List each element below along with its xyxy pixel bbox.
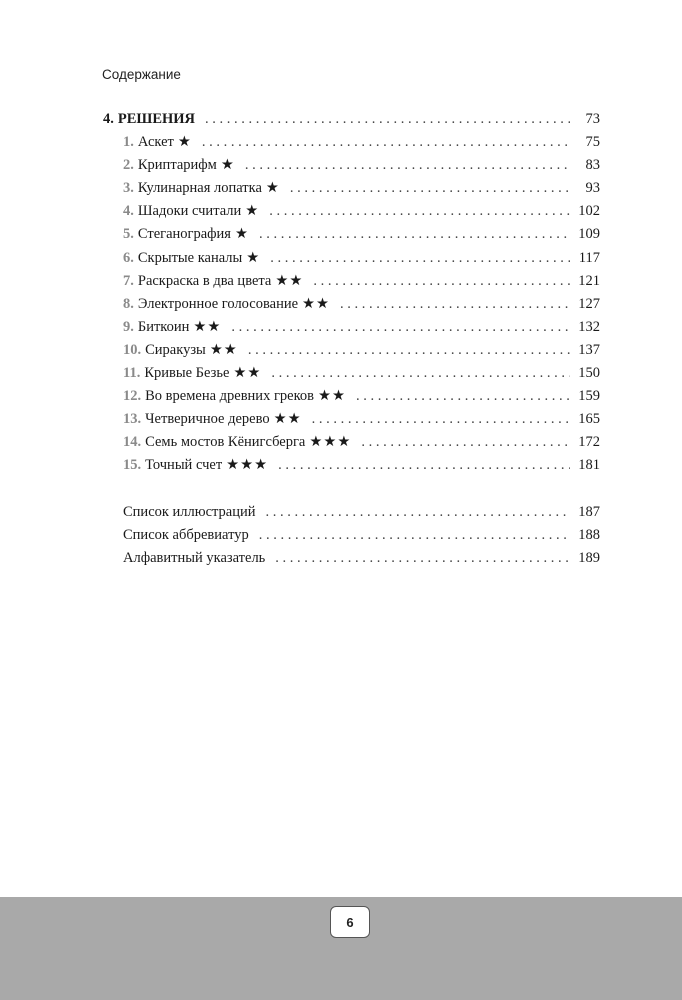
dot-leader	[205, 111, 570, 128]
extra-title: Алфавитный указатель	[123, 549, 266, 566]
difficulty-stars-icon: ★	[265, 180, 280, 197]
toc-extra-row[interactable]	[103, 527, 600, 550]
toc-entry-row[interactable]	[103, 388, 600, 411]
entry-page: 165	[578, 411, 600, 428]
dot-leader	[275, 550, 570, 567]
dot-leader	[361, 434, 570, 451]
entry-number: 2.	[123, 157, 134, 174]
toc-entry-row[interactable]	[103, 319, 600, 342]
extra-title: Список иллюстраций	[123, 503, 256, 520]
entry-title: Точный счет	[145, 457, 223, 474]
entry-page: 150	[578, 365, 600, 382]
entry-title: Сиракузы	[145, 341, 206, 358]
difficulty-stars-icon: ★	[177, 134, 192, 151]
entry-title: Стеганография	[137, 226, 231, 243]
entry-number: 11.	[123, 365, 141, 382]
difficulty-stars-icon: ★	[220, 157, 235, 174]
toc-entry-row[interactable]	[103, 411, 600, 434]
entry-page: 132	[578, 318, 600, 335]
entry-number: 7.	[123, 272, 134, 289]
section-gap	[103, 481, 600, 504]
entry-page: 121	[578, 272, 600, 289]
difficulty-stars-icon: ★★	[302, 295, 331, 312]
difficulty-stars-icon: ★★★	[309, 434, 352, 451]
entry-page: 127	[578, 295, 600, 312]
dot-leader	[340, 296, 570, 313]
entry-title: Криптарифм	[137, 157, 217, 174]
toc-entry-row[interactable]	[103, 203, 600, 226]
toc-chapter-row[interactable]	[103, 111, 600, 134]
difficulty-stars-icon: ★★	[209, 341, 238, 358]
page-header: Содержание	[102, 67, 181, 82]
dot-leader	[312, 411, 570, 428]
entry-number: 3.	[123, 180, 134, 197]
toc-extra-row[interactable]	[103, 550, 600, 573]
entry-title: Четверичное дерево	[145, 411, 270, 428]
extra-title: Список аббревиатур	[123, 526, 249, 543]
difficulty-stars-icon: ★★	[275, 272, 304, 289]
entry-title: Шадоки считали	[137, 203, 242, 220]
difficulty-stars-icon: ★	[234, 226, 249, 243]
entry-page: 172	[578, 434, 600, 451]
entry-number: 9.	[123, 318, 134, 335]
entry-page: 83	[585, 157, 600, 174]
dot-leader	[248, 342, 570, 359]
entry-page: 109	[578, 226, 600, 243]
chapter-page: 73	[585, 111, 600, 127]
entry-page: 102	[578, 203, 600, 220]
entry-number: 8.	[123, 295, 134, 312]
dot-leader	[313, 273, 570, 290]
entry-title: Семь мостов Кёнигсберга	[145, 434, 306, 451]
toc-entry-row[interactable]	[103, 226, 600, 249]
entry-title: Аскет	[137, 134, 174, 151]
page-number: 6	[330, 906, 370, 938]
entry-title: Раскраска в два цвета	[137, 272, 272, 289]
entry-title: Кулинарная лопатка	[137, 180, 262, 197]
entry-page: 137	[578, 341, 600, 358]
dot-leader	[245, 157, 570, 174]
toc-extras	[103, 504, 600, 573]
entry-title: Электронное голосование	[137, 295, 299, 312]
extra-page: 187	[578, 503, 600, 520]
entry-number: 5.	[123, 226, 134, 243]
toc-entry-row[interactable]	[103, 180, 600, 203]
entry-title: Биткоин	[137, 318, 190, 335]
entry-number: 13.	[123, 411, 142, 428]
entry-number: 4.	[123, 203, 134, 220]
entry-page: 159	[578, 388, 600, 405]
entry-number: 10.	[123, 341, 142, 358]
entry-page: 93	[585, 180, 600, 197]
toc-entry-row[interactable]	[103, 157, 600, 180]
difficulty-stars-icon: ★	[246, 249, 261, 266]
extra-page: 188	[578, 526, 600, 543]
dot-leader	[202, 134, 570, 151]
dot-leader	[356, 388, 570, 405]
dot-leader	[259, 226, 570, 243]
dot-leader	[271, 365, 570, 382]
entry-title: Скрытые каналы	[137, 249, 243, 266]
dot-leader	[259, 527, 570, 544]
dot-leader	[278, 457, 570, 474]
dot-leader	[231, 319, 570, 336]
difficulty-stars-icon: ★★	[317, 388, 346, 405]
dot-leader	[266, 504, 570, 521]
dot-leader	[270, 250, 570, 267]
dot-leader	[269, 203, 570, 220]
entry-number: 14.	[123, 434, 142, 451]
dot-leader	[290, 180, 570, 197]
toc-entry-row[interactable]	[103, 365, 600, 388]
chapter-number: 4.	[103, 111, 114, 127]
toc-entry-row[interactable]	[103, 457, 600, 480]
chapter-title: РЕШЕНИЯ	[117, 111, 196, 127]
difficulty-stars-icon: ★	[245, 203, 260, 220]
toc-entry-row[interactable]	[103, 342, 600, 365]
entry-page: 181	[578, 457, 600, 474]
table-of-contents	[103, 111, 600, 573]
difficulty-stars-icon: ★★	[273, 411, 302, 428]
entry-number: 12.	[123, 388, 142, 405]
entry-number: 6.	[123, 249, 134, 266]
extra-page: 189	[578, 549, 600, 566]
entry-number: 1.	[123, 134, 134, 151]
entry-page: 75	[585, 134, 600, 151]
toc-entry-row[interactable]	[103, 250, 600, 273]
difficulty-stars-icon: ★★★	[226, 457, 269, 474]
entry-title: Во времена древних греков	[145, 388, 314, 405]
toc-entry-row[interactable]	[103, 273, 600, 296]
difficulty-stars-icon: ★★	[193, 318, 222, 335]
difficulty-stars-icon: ★★	[233, 365, 262, 382]
toc-entries	[103, 134, 600, 480]
toc-entry-row[interactable]	[103, 434, 600, 457]
toc-entry-row[interactable]	[103, 296, 600, 319]
entry-number: 15.	[123, 457, 142, 474]
entry-title: Кривые Безье	[144, 365, 230, 382]
entry-page: 117	[578, 249, 600, 266]
toc-entry-row[interactable]	[103, 134, 600, 157]
toc-extra-row[interactable]	[103, 504, 600, 527]
